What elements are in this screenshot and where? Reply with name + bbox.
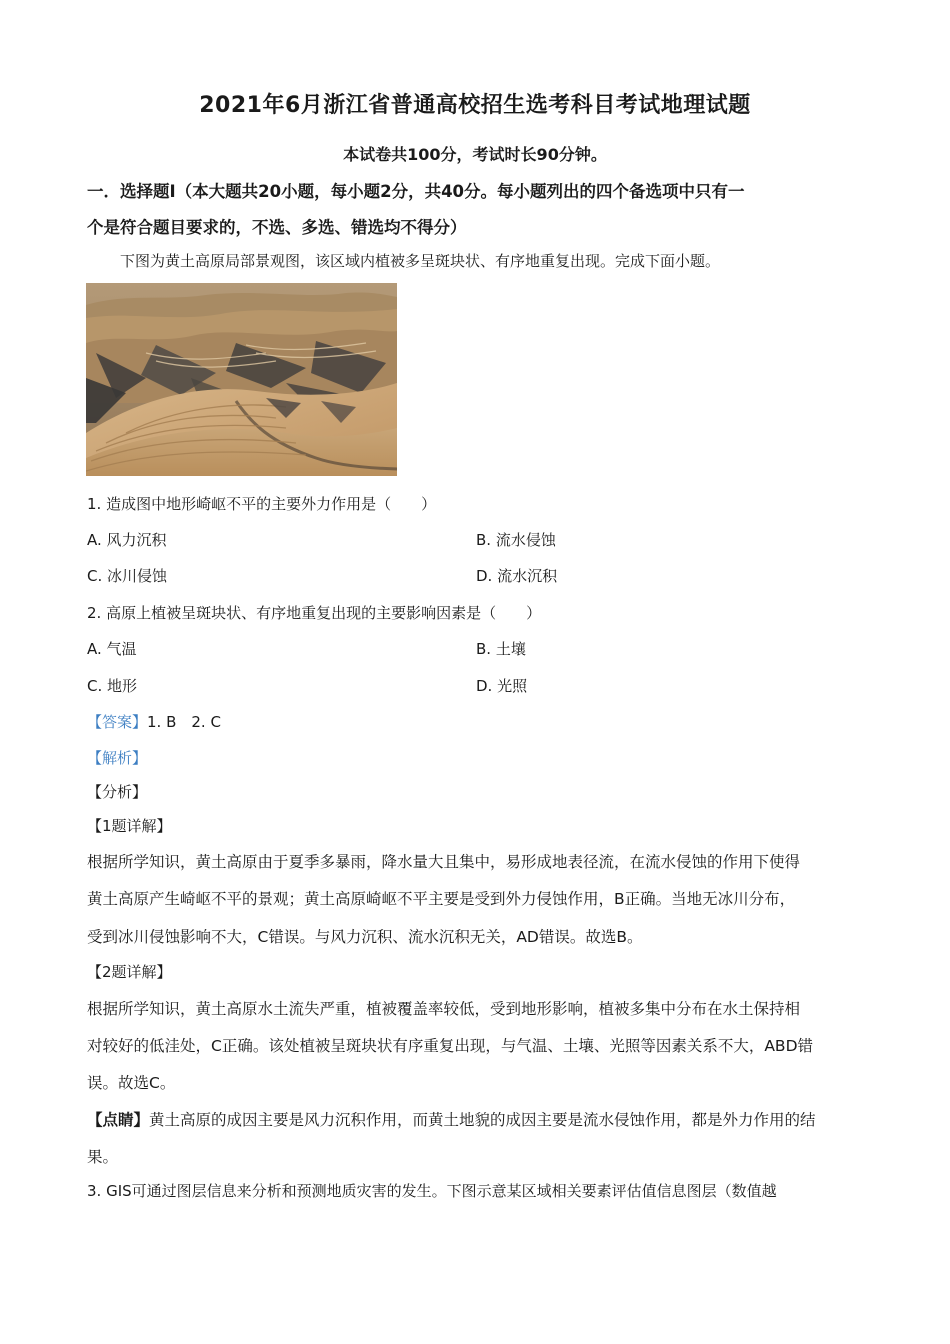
q1-option-b: B. 流水侵蚀 [476, 531, 556, 549]
answer-tag: 【答案】 [87, 713, 148, 731]
answer-line [87, 711, 221, 732]
question-intro: 下图为黄土高原局部景观图，该区域内植被多呈斑块状、有序地重复出现。完成下面小题。 [120, 252, 721, 270]
q1-stem: 1. 造成图中地形崎岖不平的主要外力作用是（ ） [87, 495, 437, 513]
dianjing-line2: 果。 [87, 1148, 119, 1166]
q2-detail-line2: 对较好的低洼处，C正确。该处植被呈斑块状有序重复出现，与气温、土壤、光照等因素关系不大，ABD错 [87, 1037, 813, 1055]
exam-info: 本试卷共100分，考试时长90分钟。 [343, 145, 607, 164]
q2-detail-line3: 误。故选C。 [87, 1074, 176, 1092]
q1-option-a: A. 风力沉积 [87, 531, 167, 549]
page-title: 2021年6月浙江省普通高校招生选考科目考试地理试题 [199, 93, 751, 118]
q2-option-b: B. 土壤 [476, 640, 526, 658]
dianjing-text: 黄土高原的成因主要是风力沉积作用，而黄土地貌的成因主要是流水侵蚀作用，都是外力作用的结 [149, 1111, 816, 1129]
q3-stem: 3. GIS可通过图层信息来分析和预测地质灾害的发生。下图示意某区域相关要素评估值信息图层（数值越 [87, 1182, 777, 1200]
fenxi-tag: 【分析】 [87, 783, 148, 801]
q1-detail-line3: 受到冰川侵蚀影响不大，C错误。与风力沉积、流水沉积无关，AD错误。故选B。 [87, 928, 643, 946]
q2-detail-line1: 根据所学知识，黄土高原水土流失严重，植被覆盖率较低，受到地形影响，植被多集中分布在水土保持相 [87, 1000, 801, 1018]
dianjing-tag: 【点睛】 [87, 1111, 150, 1129]
q1-option-c: C. 冰川侵蚀 [87, 567, 168, 585]
section-heading-line2: 个是符合题目要求的，不选、多选、错选均不得分） [87, 218, 467, 237]
loess-plateau-photo [86, 283, 397, 476]
analysis-tag: 【解析】 [87, 749, 148, 767]
q2-option-d: D. 光照 [476, 677, 528, 695]
q1-detail-tag: 【1题详解】 [87, 817, 172, 835]
q1-detail-line1: 根据所学知识，黄土高原由于夏季多暴雨，降水量大且集中，易形成地表径流，在流水侵蚀的作用下使得 [87, 853, 801, 871]
answer-text: 1. B 2. C [147, 713, 221, 731]
q1-detail-line2: 黄土高原产生崎岖不平的景观；黄土高原崎岖不平主要是受到外力侵蚀作用，B正确。当地无冰川分布， [87, 890, 796, 908]
q1-option-d: D. 流水沉积 [476, 567, 558, 585]
dianjing-line1 [87, 1108, 816, 1130]
q2-detail-tag: 【2题详解】 [87, 963, 172, 981]
q2-option-c: C. 地形 [87, 677, 138, 695]
section-heading-line1: 一．选择题Ⅰ（本大题共20小题，每小题2分，共40分。每小题列出的四个备选项中只有一 [87, 182, 745, 201]
q2-option-a: A. 气温 [87, 640, 137, 658]
q2-stem: 2. 高原上植被呈斑块状、有序地重复出现的主要影响因素是（ ） [87, 604, 542, 622]
